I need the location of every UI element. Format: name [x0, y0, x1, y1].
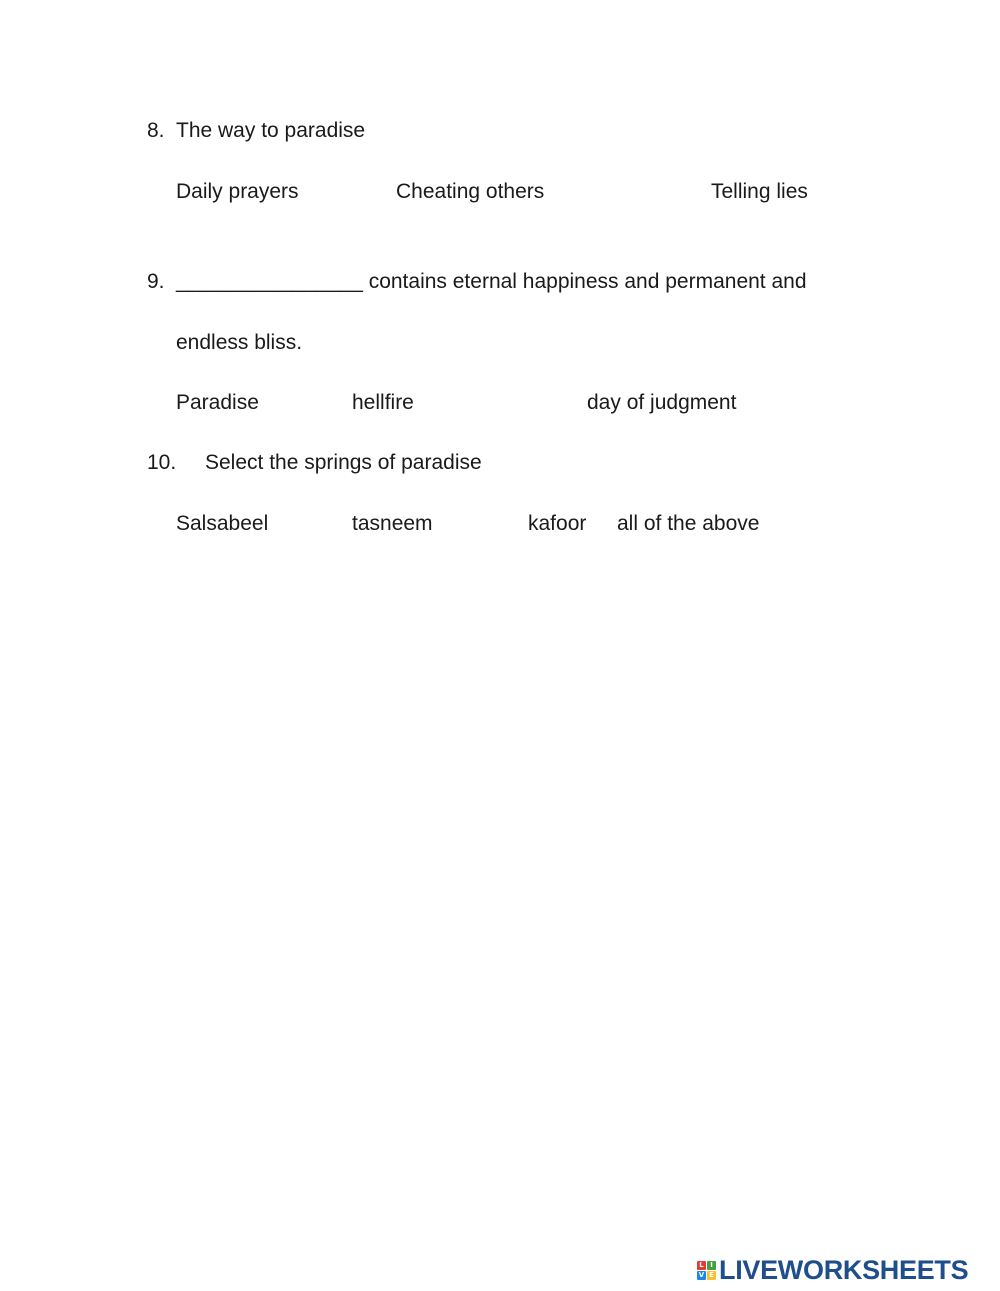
question-10-option-1: Salsabeel [176, 512, 269, 535]
question-8-text: The way to paradise [176, 119, 366, 142]
liveworksheets-logo [697, 1255, 968, 1285]
question-9-text-line-2: endless bliss. [176, 331, 303, 354]
question-10-number: 10. [147, 451, 177, 474]
question-10-text: Select the springs of paradise [205, 451, 482, 474]
question-8-option-3: Telling lies [711, 180, 808, 203]
question-8-option-2: Cheating others [396, 180, 545, 203]
logo-tile: L [697, 1261, 706, 1270]
question-10-option-2: tasneem [352, 512, 433, 535]
logo-tile: E [707, 1271, 716, 1280]
question-10-option-4: all of the above [617, 512, 760, 535]
question-9-text-line-1: ________________ contains eternal happiness and permanent and [176, 270, 807, 293]
question-9-option-1: Paradise [176, 391, 259, 414]
logo-tiles-icon [697, 1261, 716, 1280]
question-8-number: 8. [147, 119, 165, 142]
question-9-number: 9. [147, 270, 165, 293]
question-8-option-1: Daily prayers [176, 180, 299, 203]
logo-tile: I [707, 1261, 716, 1270]
question-9-option-3: day of judgment [587, 391, 737, 414]
question-10-option-3: kafoor [528, 512, 587, 535]
logo-wordmark: LIVEWORKSHEETS [719, 1254, 969, 1285]
logo-tile: V [698, 1270, 705, 1279]
question-9-option-2: hellfire [352, 391, 414, 414]
